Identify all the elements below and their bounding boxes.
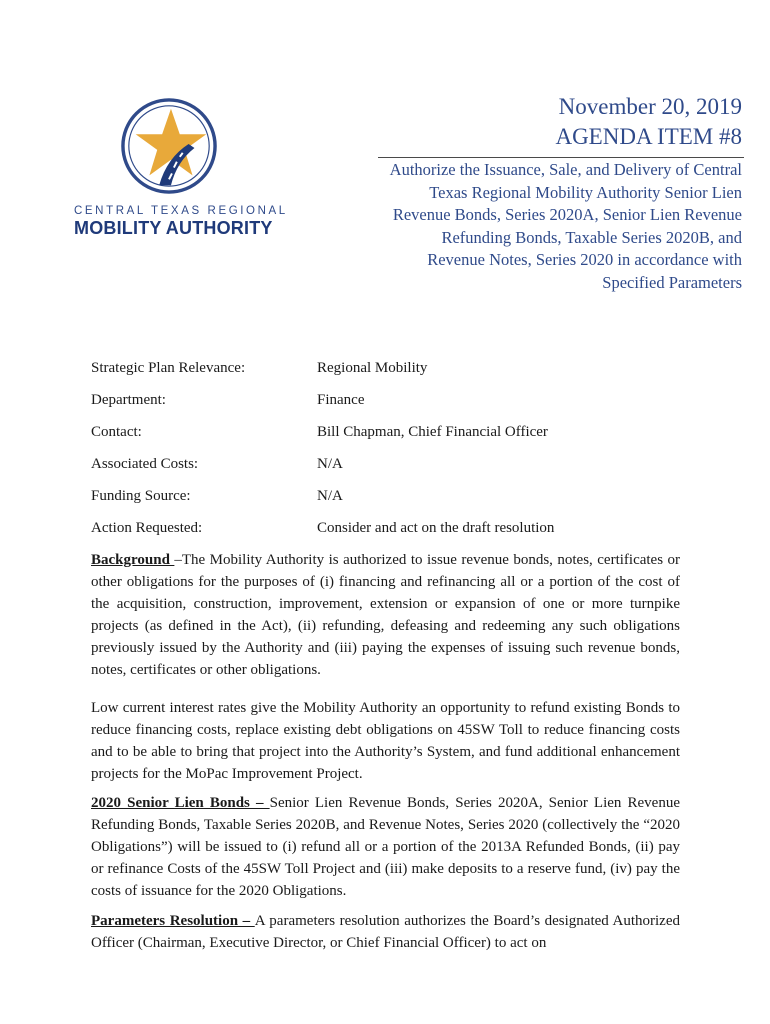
agenda-item-number: AGENDA ITEM #8	[555, 124, 742, 149]
field-row-contact	[91, 422, 691, 454]
meeting-date: November 20, 2019	[558, 94, 742, 119]
parameters-heading: Parameters Resolution –	[91, 913, 255, 929]
logo-text-line1: CENTRAL TEXAS REGIONAL	[74, 205, 288, 217]
field-value: Finance	[317, 392, 365, 408]
interest-rates-paragraph: Low current interest rates give the Mobility Authority an opportunity to refund existing Bonds to reduce financing costs, replace existing debt obligations on 45SW Toll to reduce financing costs and to be able to bring that project into the Authority’s System, and fund additional enhancement projects for the MoPac Improvement Project.	[91, 700, 680, 782]
field-value: N/A	[317, 488, 343, 504]
field-label: Strategic Plan Relevance:	[91, 360, 246, 376]
header-divider	[378, 157, 744, 158]
field-row-strategic-plan	[91, 358, 691, 390]
star-road-logo-icon	[120, 97, 218, 195]
field-label: Contact:	[91, 424, 142, 440]
field-label: Department:	[91, 392, 166, 408]
field-value: Regional Mobility	[317, 360, 428, 376]
parameters-text: A parameters resolution authorizes the Board’s designated Authorized Officer (Chairman, Executive Director, or Chief Financial Officer) to act on	[91, 913, 681, 951]
agenda-fields	[91, 358, 691, 550]
field-row-funding-source	[91, 486, 691, 518]
field-row-associated-costs	[91, 454, 691, 486]
bonds-paragraph	[91, 792, 680, 902]
field-value: N/A	[317, 456, 343, 472]
field-label: Funding Source:	[91, 488, 191, 504]
field-value: Bill Chapman, Chief Financial Officer	[317, 424, 548, 440]
logo-text-line2: MOBILITY AUTHORITY	[74, 218, 273, 238]
background-heading: Background	[91, 552, 175, 568]
agenda-subject: Authorize the Issuance, Sale, and Delivery of Central Texas Regional Mobility Authority Senior Lien Revenue Bonds, Series 2020A, Senior Lien Revenue Refunding Bonds, Taxable Series 2020B, and Revenue Notes, Series 2020 in accordance with Specified Parameters	[389, 160, 742, 292]
field-label: Associated Costs:	[91, 456, 199, 472]
field-label: Action Requested:	[91, 520, 203, 536]
parameters-paragraph	[91, 910, 680, 954]
field-value: Consider and act on the draft resolution	[317, 520, 555, 536]
mobility-authority-logo	[74, 97, 288, 242]
bonds-text: Senior Lien Revenue Bonds, Series 2020A, Senior Lien Revenue Refunding Bonds, Taxable Series 2020B, and Revenue Notes, Series 2020 (collectively the “2020 Obligations”) will be issued to (i) refund all or a portion of the 2013A Refunded Bonds, (ii) pay or refinance Costs of the 45SW Toll Project and (iii) make deposits to a reserve fund, (iv) pay the costs of issuance for the 2020 Obligations.	[91, 795, 680, 899]
background-paragraph	[91, 549, 680, 681]
bonds-heading: 2020 Senior Lien Bonds –	[91, 795, 270, 811]
field-row-action-requested	[91, 518, 691, 550]
agenda-header	[382, 92, 742, 152]
field-row-department	[91, 390, 691, 422]
background-text: –The Mobility Authority is authorized to issue revenue bonds, notes, certificates or other obligations for the purposes of (i) financing and refinancing all or a portion of the cost of the acquisition, construction, improvement, extension or expansion of one or more turnpike projects (as defined in the Act), (ii) refunding, defeasing and redeeming any such obligations previously issued by the Authority and (iii) paying the expenses of issuing such revenue bonds, notes, certificates or other obligations.	[91, 552, 681, 678]
